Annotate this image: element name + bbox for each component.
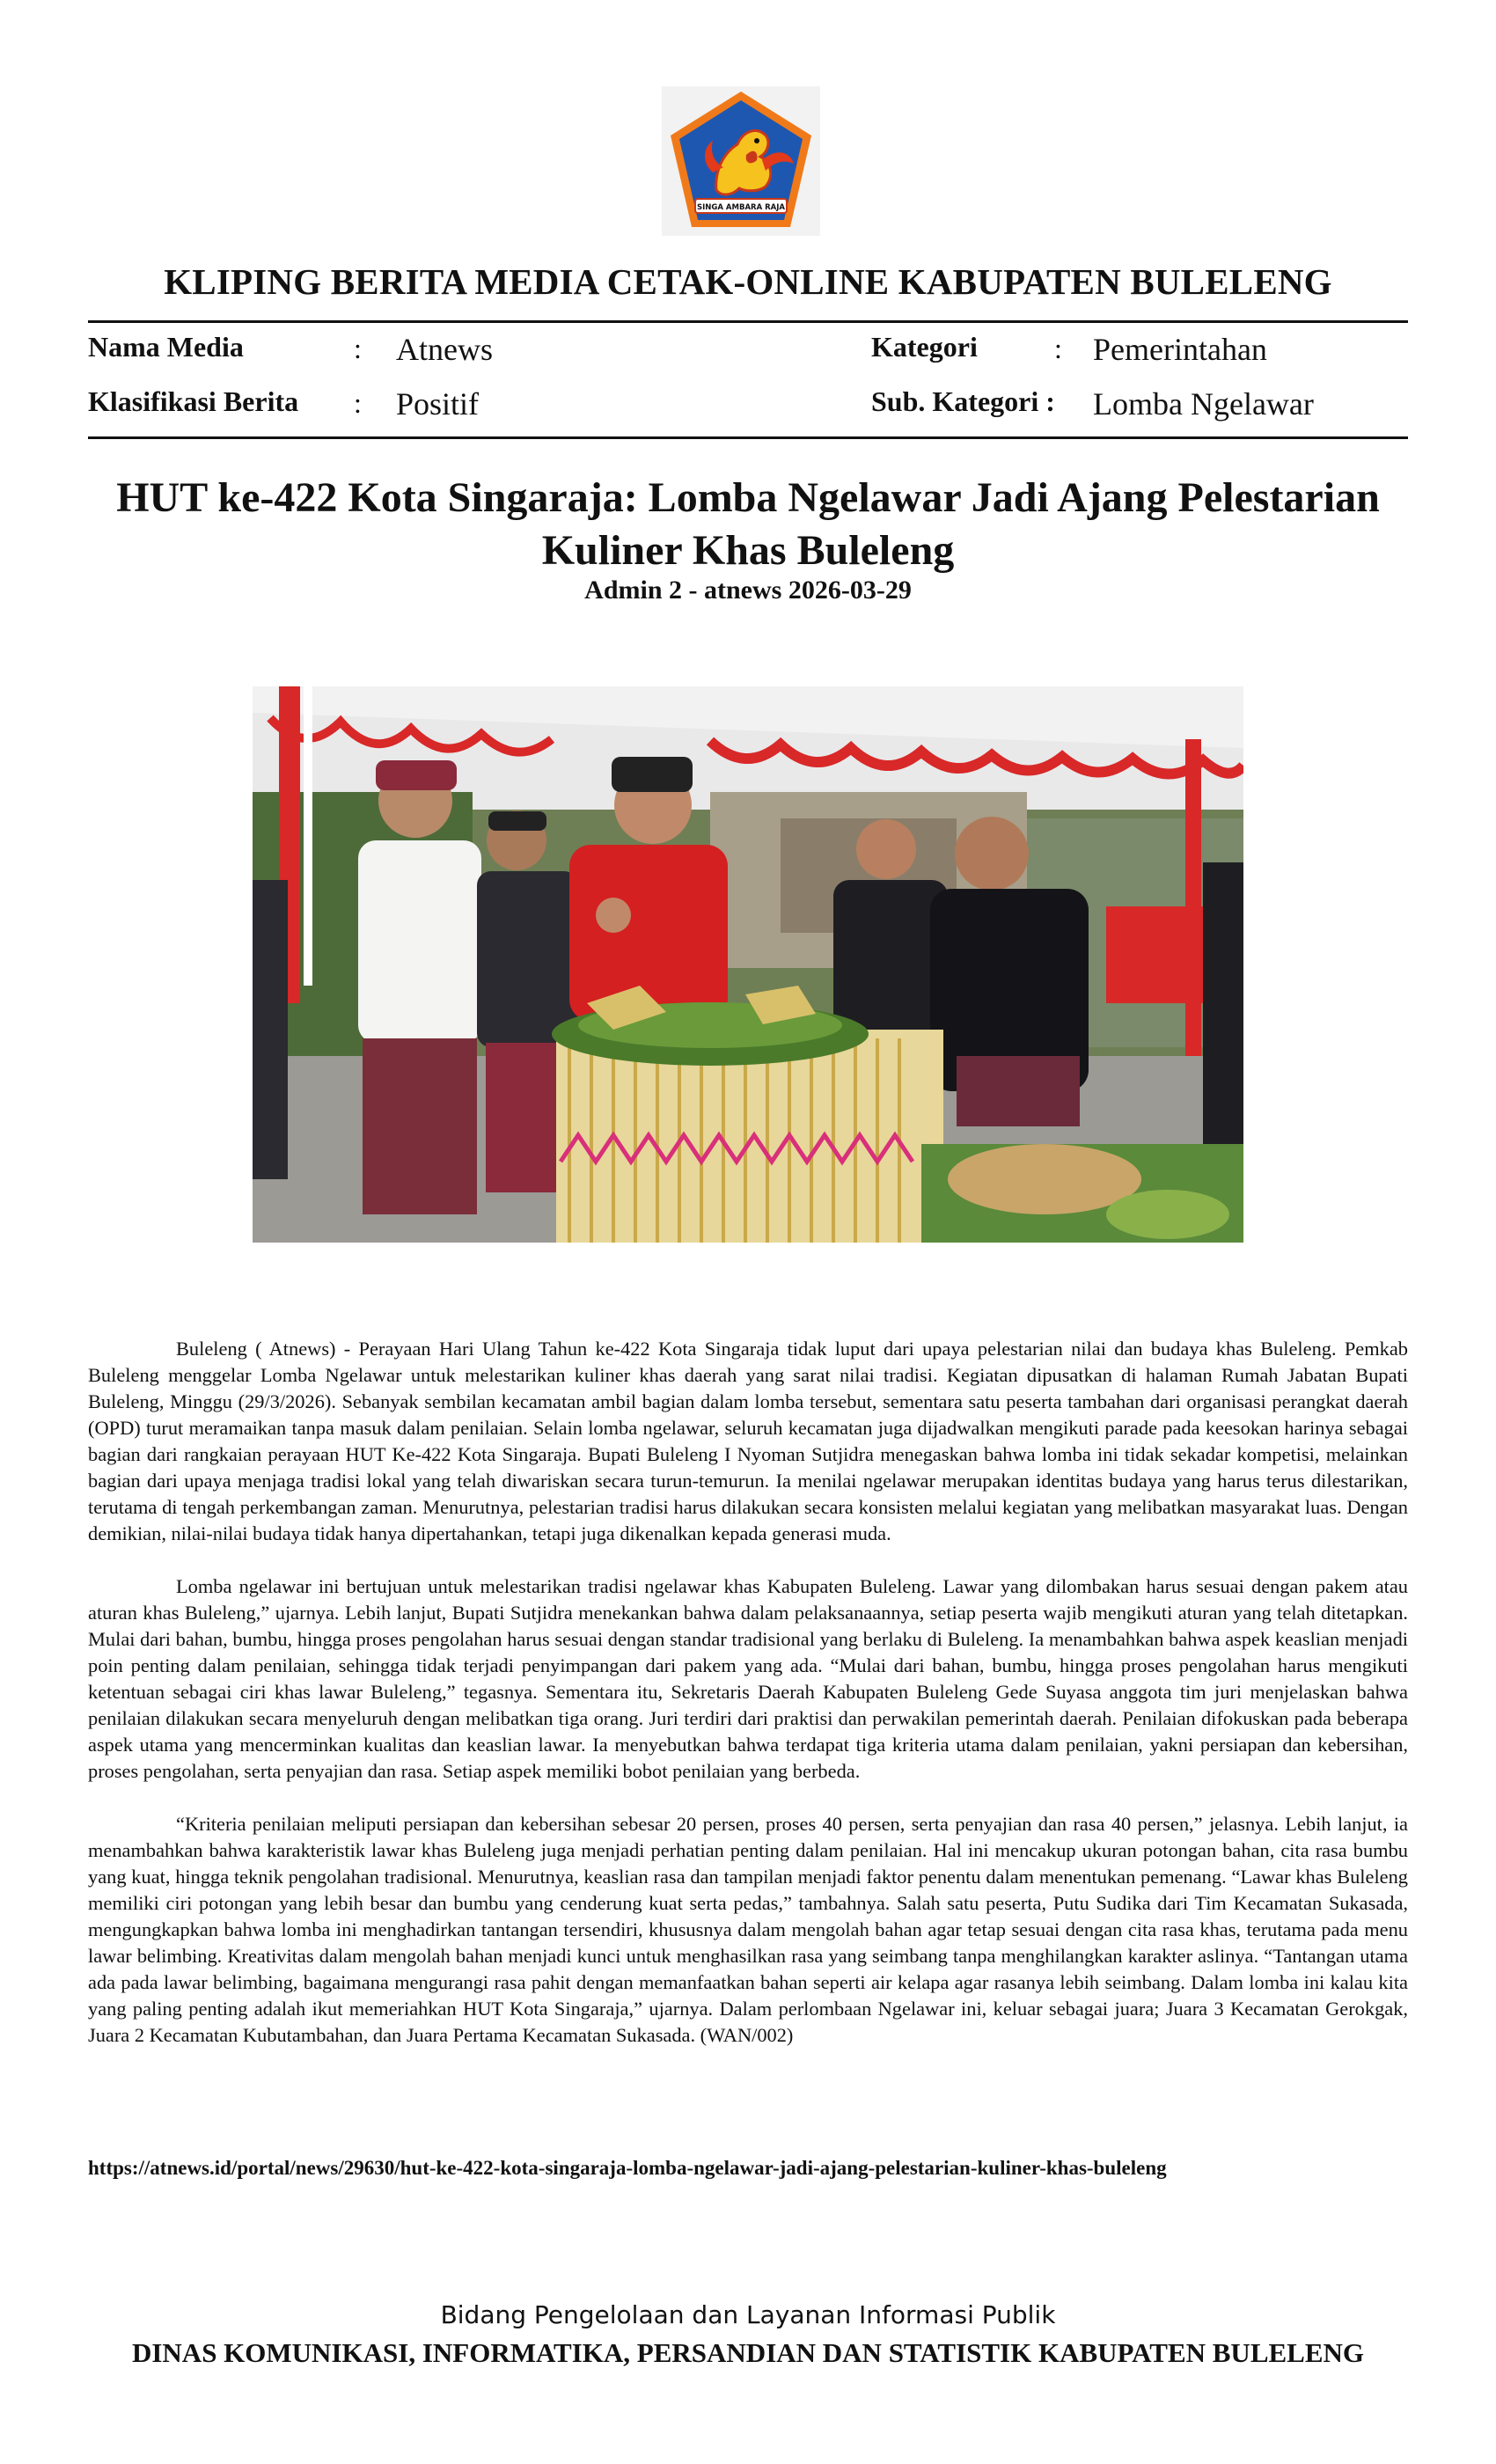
klasifikasi-value: Positif <box>396 386 480 422</box>
headline-line: HUT ke-422 Kota Singaraja: Lomba Ngelawar Jadi Ajang Pelestarian <box>116 474 1380 521</box>
colon: : <box>354 387 362 419</box>
nama-media-label: Nama Media <box>88 331 244 363</box>
article-photo <box>253 686 1243 1243</box>
sub-kategori-label: Sub. Kategori : <box>871 385 1055 417</box>
kategori-label: Kategori <box>871 331 978 363</box>
article-headline <box>88 472 1408 577</box>
article-byline: Admin 2 - atnews 2026-03-29 <box>584 576 912 605</box>
sub-kategori-value: Lomba Ngelawar <box>1093 386 1314 422</box>
article-paragraph: Lomba ngelawar ini bertujuan untuk melestarikan tradisi ngelawar khas Kabupaten Buleleng. Lawar yang dilombakan harus sesuai dengan pakem atau aturan khas Buleleng,” ujarnya. Lebih lanjut, Bupati Sutjidra menekankan bahwa dalam pelaksanaannya, setiap peserta wajib mengikuti aturan yang telah ditetapkan. Mulai dari bahan, bumbu, hingga proses pengolahan harus sesuai dengan standar tradisional yang berlaku di Buleleng. Ia menambahkan bahwa aspek keaslian menjadi poin penting dalam penilaian, sehingga tidak terjadi penyimpangan dari pakem yang ada. “Mulai dari bahan, bumbu, hingga proses pengolahan harus mengikuti ketentuan sebagai ciri khas lawar Buleleng,” tegasnya. Sementara itu, Sekretaris Daerah Kabupaten Buleleng Gede Suyasa anggota tim juri menjelaskan bahwa penilaian dilakukan secara menyeluruh dengan melibatkan tiga orang. Juri terdiri dari praktisi dan perwakilan pemerintah daerah. Penilaian difokuskan pada beberapa aspek utama yang mencerminkan kualitas dan keaslian lawar. Ia menyebutkan bahwa terdapat tiga kriteria utama dalam penilaian, yakni persiapan dan kebersihan, proses pengolahan, serta penyajian dan rasa. Setiap aspek memiliki bobot penilaian yang berbeda. <box>88 1575 1408 1782</box>
header-divider-top <box>88 320 1408 323</box>
headline-line: Kuliner Khas Buleleng <box>541 527 955 574</box>
colon: : <box>354 333 362 364</box>
article-body <box>88 1336 1408 2075</box>
regency-logo <box>662 86 820 236</box>
colon: : <box>1054 333 1062 364</box>
nama-media-value: Atnews <box>396 332 493 367</box>
document-title: KLIPING BERITA MEDIA CETAK-ONLINE KABUPATEN BULELENG <box>164 261 1332 302</box>
article-paragraph: Buleleng ( Atnews) - Perayaan Hari Ulang Tahun ke-422 Kota Singaraja tidak luput dari upaya pelestarian nilai dan budaya khas Buleleng. Pemkab Buleleng menggelar Lomba Ngelawar untuk melestarikan kuliner khas daerah yang sarat nilai tradisi. Kegiatan dipusatkan di halaman Rumah Jabatan Bupati Buleleng, Minggu (29/3/2026). Sebanyak sembilan kecamatan ambil bagian dalam lomba tersebut, sementara satu peserta tambahan dari organisasi perangkat daerah (OPD) turut meramaikan tanpa masuk dalam penilaian. Selain lomba ngelawar, seluruh kecamatan juga dijadwalkan mengikuti parade pada keesokan harinya sebagai bagian dari rangkaian perayaan HUT Ke-422 Kota Singaraja. Bupati Buleleng I Nyoman Sutjidra menegaskan bahwa lomba ini tidak sekadar kompetisi, melainkan bagian dari upaya menjaga tradisi lokal yang telah diwariskan secara turun-temurun. Ia menilai ngelawar merupakan identitas budaya yang harus terus dilestarikan, terutama di tengah perkembangan zaman. Menurutnya, pelestarian tradisi harus dilakukan secara konsisten melalui kegiatan yang melibatkan masyarakat luas. Dengan demikian, nilai-nilai budaya tidak hanya dipertahankan, tetapi juga dikenalkan kepada generasi muda. <box>88 1338 1408 1544</box>
klasifikasi-label: Klasifikasi Berita <box>88 385 299 417</box>
footer-agency: DINAS KOMUNIKASI, INFORMATIKA, PERSANDIAN DAN STATISTIK KABUPATEN BULELENG <box>131 2337 1365 2368</box>
kategori-value: Pemerintahan <box>1093 332 1267 367</box>
source-url[interactable]: https://atnews.id/portal/news/29630/hut-ke-422-kota-singaraja-lomba-ngelawar-jadi-ajang-pelestarian-kuliner-khas-buleleng <box>88 2157 1167 2179</box>
lion-crest-icon <box>662 86 820 236</box>
logo-motto: SINGA AMBARA RAJA <box>697 203 785 212</box>
footer-department: Bidang Pengelolaan dan Layanan Informasi Publik <box>440 2300 1056 2329</box>
article-paragraph: “Kriteria penilaian meliputi persiapan dan kebersihan sebesar 20 persen, proses 40 persen, serta penyajian dan rasa 40 persen,” jelasnya. Lebih lanjut, ia menambahkan bahwa karakteristik lawar khas Buleleng juga menjadi perhatian penting dalam penilaian. Hal ini mencakup ukuran potongan bahan, cita rasa bumbu yang kuat, hingga teknik pengolahan tradisional. Menurutnya, keaslian rasa dan tampilan menjadi faktor penentu dalam menentukan pemenang. “Lawar khas Buleleng memiliki ciri potongan yang lebih besar dan bumbu yang cenderung kuat serta pedas,” tambahnya. Salah satu peserta, Putu Sudika dari Tim Kecamatan Sukasada, mengungkapkan bahwa lomba ini menghadirkan tantangan tersendiri, khususnya dalam mengolah bahan agar tetap sesuai dengan cita rasa khas, terutama pada menu lawar belimbing. Kreativitas dalam mengolah bahan menjadi kunci untuk menghasilkan rasa yang seimbang tanpa menghilangkan karakter aslinya. “Tantangan utama ada pada lawar belimbing, bagaimana mengurangi rasa pahit dengan memanfaatkan bahan seperti air kelapa agar rasanya lebih seimbang. Dalam lomba ini kalau kita yang paling penting adalah ikut memeriahkan HUT Kota Singaraja,” ujarnya. Dalam perlombaan Ngelawar ini, keluar sebagai juara; Juara 3 Kecamatan Gerokgak, Juara 2 Kecamatan Kubutambahan, dan Juara Pertama Kecamatan Sukasada. (WAN/002) <box>88 1813 1408 2046</box>
header-divider-bottom <box>88 436 1408 439</box>
